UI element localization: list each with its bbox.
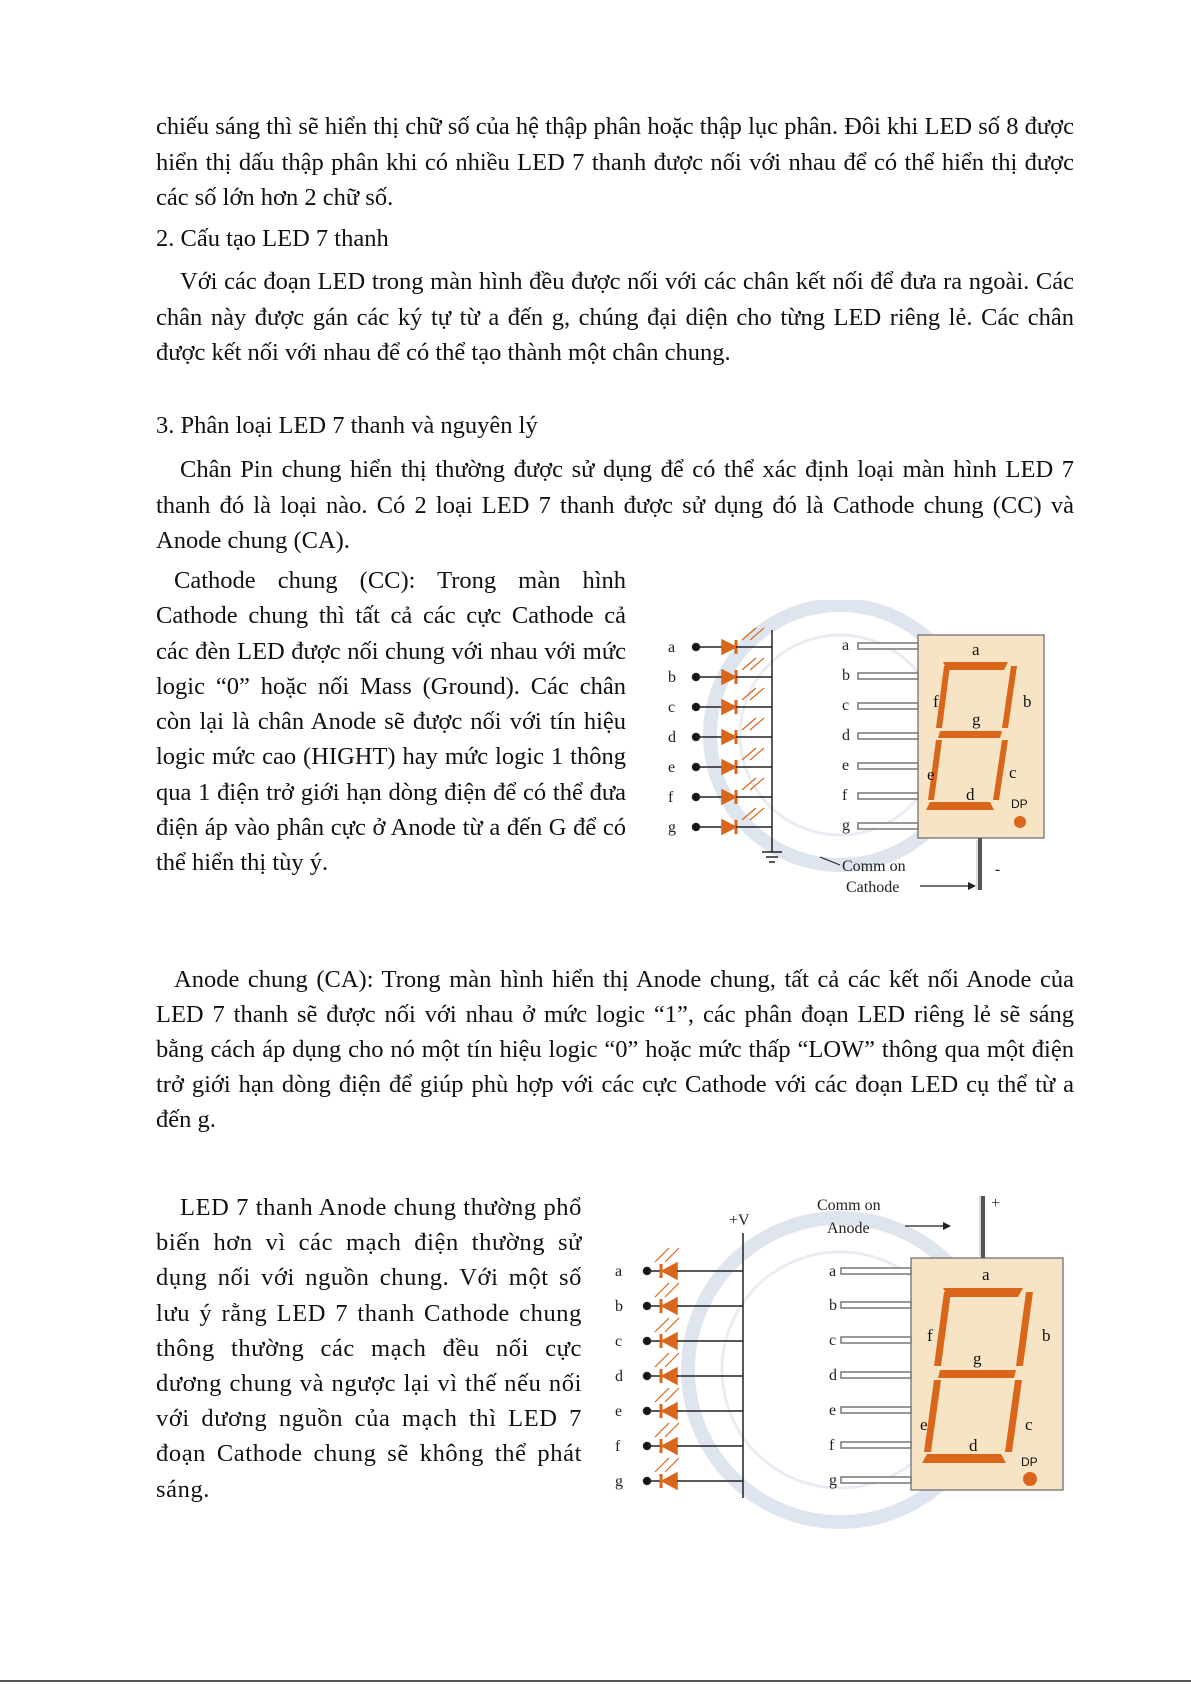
pin-label: c [668,699,676,716]
common-cathode-figure [650,600,1060,905]
segment-label: f [927,1326,933,1345]
pin-label: d [615,1368,623,1385]
package-pin-label: d [829,1367,837,1384]
segment-label: d [966,785,975,804]
decimal-point [1014,816,1026,828]
segment-label: g [973,1349,982,1368]
ca-display-package [829,1195,1063,1490]
anode-note-paragraph: LED 7 thanh Anode chung thường phổ biến hơn vì các mạch điện thường sử dụng nối với nguồn chung. Với một số lưu ý rằng LED 7 thanh Cathode chung thông thường các mạch đều nối cực dương chung và ngược lại vì thế nếu nối với dương nguồn của mạch thì LED 7 đoạn Cathode chung sẽ không thể phát sáng. [156,1194,582,1503]
pin-label: a [615,1263,623,1280]
segment-g [938,1370,1016,1378]
common-anode-label-line1: Comm on [817,1197,881,1214]
pin-label: g [615,1473,623,1490]
pin-label: g [668,819,676,836]
segment-g [938,731,1002,738]
section-3-heading: 3. Phân loại LED 7 thanh và nguyên lý [156,412,538,439]
common-cathode-label-line1: Comm on [842,858,906,875]
segment-label: g [972,710,981,729]
cc-display-package [842,635,1044,890]
section-3-body: Chân Pin chung hiển thị thường được sử dụng để có thể xác định loại màn hình LED 7 thanh đó là loại nào. Có 2 loại LED 7 thanh được sử dụng đó là Cathode chung (CC) và Anode chung (CA). [156,456,1074,554]
package-pin-label: g [829,1472,837,1489]
pin-label: a [668,639,676,656]
segment-label: f [933,692,939,711]
package-pin-label: f [842,787,848,804]
segment-label: a [972,640,980,659]
segment-label: e [927,765,935,784]
cc-input-pins [668,639,676,836]
cathode-common-paragraph: Cathode chung (CC): Trong màn hình Cathode chung thì tất cả các cực Cathode cả các đèn LED được nối chung với nhau với mức logic “0” hoặc nối Mass (Ground). Các chân còn lại là chân Anode sẽ được nối với tín hiệu logic mức cao (HIGHT) hay mức logic 1 thông qua 1 điện trở giới hạn dòng điện để có thể đưa điện áp vào phân cực ở Anode từ a đến G để có thể hiển thị tùy ý. [156,567,626,877]
diode-row [644,1438,744,1454]
package-pin-label: d [842,727,850,744]
segment-d [922,1454,1006,1463]
package-pin-label: e [829,1402,837,1419]
pin-label: e [668,759,676,776]
section-2-heading: 2. Cấu tạo LED 7 thanh [156,225,389,252]
intro-paragraph: chiếu sáng thì sẽ hiển thị chữ số của hệ thập phân hoặc thập lục phân. Đôi khi LED số 8 được hiển thị dấu thập phân khi có nhiều LED 7 thanh được nối với nhau để có thể hiển thị được các số lớn hơn 2 chữ số. [156,113,1074,211]
anode-common-paragraph: Anode chung (CA): Trong màn hình hiển thị Anode chung, tất cả các kết nối Anode của LED 7 thanh sẽ được nối với nhau ở mức logic “1”, các phân đoạn LED riêng lẻ sẽ sáng bằng cách áp dụng cho nó một tín hiệu logic “0” hoặc mức thấp “LOW” thông qua một điện trở giới hạn dòng điện để giúp phù hợp với các cực Cathode với các đoạn LED cụ thể từ a đến g. [156,966,1074,1133]
package-pin-label: a [829,1263,837,1280]
package-pin-label: b [842,667,850,684]
dp-label: DP [1021,1455,1038,1469]
segment-label: a [982,1265,990,1284]
arrow-head [968,882,976,890]
pin-label: e [615,1403,623,1420]
package-pin-label: g [842,817,850,834]
segment-label: e [920,1415,928,1434]
common-anode-figure [605,1188,1075,1548]
pin-label: d [668,729,676,746]
pin-label: b [615,1298,623,1315]
segment-a [943,1288,1023,1297]
segment-label: c [1009,763,1017,782]
segment-label: b [1023,692,1032,711]
package-pin-label: f [829,1437,835,1454]
page-bottom-rule [0,1680,1191,1682]
pin-label: f [615,1438,621,1455]
section-2-body: Với các đoạn LED trong màn hình đều được nối với các chân kết nối để đưa ra ngoài. Các chân này được gán các ký tự từ a đến g, chúng đại diện cho từng LED riêng lẻ. Các chân được kết nối với nhau để có thể tạo thành một chân chung. [156,268,1074,366]
arrow-head [943,1222,951,1230]
common-anode-label-line2: Anode [827,1220,870,1237]
polarity-label: - [995,861,1001,878]
decimal-point [1023,1472,1037,1486]
segment-label: c [1025,1415,1033,1434]
diode-row [693,760,773,774]
segment-a [943,662,1008,670]
segment-d [926,802,994,810]
package-pin-label: c [829,1332,837,1349]
package-pin-label: e [842,757,850,774]
pin-label: b [668,669,676,686]
pin-label: f [668,789,674,806]
segment-label: b [1042,1326,1051,1345]
polarity-label: + [991,1195,1001,1212]
diode-row [693,700,773,714]
package-pin-label: c [842,697,850,714]
pin-label: c [615,1333,623,1350]
ca-input-pins [615,1263,623,1490]
common-cathode-label-line2: Cathode [846,879,900,896]
segment-label: d [969,1436,978,1455]
supply-label: +V [729,1212,750,1229]
package-pin-label: a [842,637,850,654]
dp-label: DP [1011,797,1028,811]
package-pin-label: b [829,1297,837,1314]
